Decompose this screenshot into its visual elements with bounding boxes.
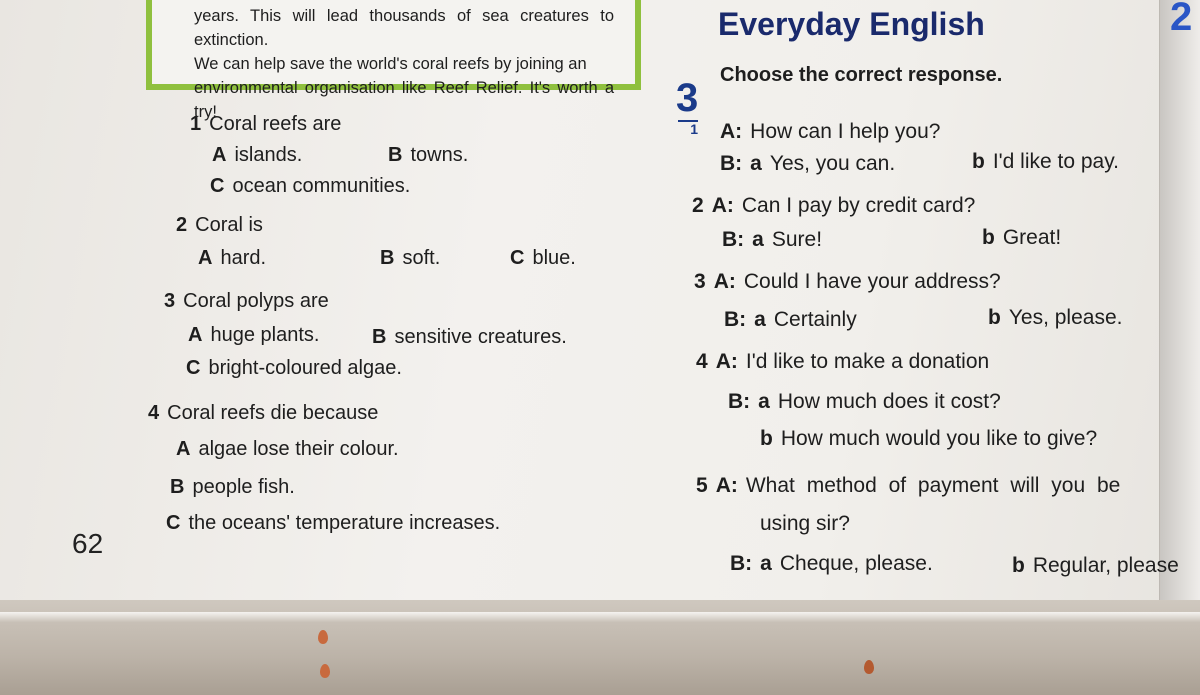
quiz-option: [380, 247, 440, 270]
option-letter: A: [212, 144, 227, 166]
quiz-question: [148, 402, 378, 425]
right-page-edge: [1159, 0, 1200, 620]
question-text: Could I have your address?: [743, 270, 1001, 293]
question-stem: Coral polyps are: [183, 290, 329, 312]
quiz-option: [210, 175, 410, 198]
question-stem: Coral reefs are: [209, 113, 342, 135]
dialogue-question: [696, 350, 989, 374]
question-text: How can I help you?: [750, 120, 941, 143]
speaker-label: A:: [715, 350, 738, 373]
dialogue-answers: [724, 308, 857, 332]
question-stem: Coral is: [195, 214, 263, 236]
question-number: 3: [164, 290, 176, 312]
option-text: Yes, please.: [1008, 306, 1123, 329]
speaker-label: A:: [713, 270, 736, 293]
option-letter: a: [750, 152, 762, 175]
option-letter: b: [982, 226, 995, 249]
quiz-option: [198, 247, 266, 270]
option-text: sensitive creatures.: [394, 326, 567, 348]
speaker-label: B:: [728, 390, 751, 413]
decoration-dot: [864, 660, 874, 674]
decoration-dot: [320, 664, 330, 678]
reading-text: [194, 4, 614, 124]
option-letter: A: [198, 247, 213, 269]
dialogue-answers: [728, 390, 1001, 414]
reading-line: years. This will lead thousands of sea creatures to extinction.: [194, 7, 614, 49]
dialogue-answers: [720, 152, 895, 176]
dialogue-answer-b: [760, 427, 1097, 451]
option-letter: b: [760, 427, 773, 450]
option-text: How much does it cost?: [777, 390, 1001, 413]
option-text: Great!: [1002, 226, 1062, 249]
question-number: 4: [148, 402, 160, 424]
reading-line: environmental organisation like Reef Relief. It's worth a try!: [194, 79, 614, 121]
question-number: 2: [176, 214, 188, 236]
option-letter: A: [176, 438, 191, 460]
section-title: Everyday English: [718, 6, 985, 42]
dialogue-answer-b: [972, 150, 1119, 174]
option-letter: b: [988, 306, 1001, 329]
option-text: How much would you like to give?: [780, 427, 1098, 450]
page-number: 62: [72, 528, 104, 559]
exercise-instruction: Choose the correct response.: [720, 64, 1003, 86]
dialogue-answer-b: [1012, 554, 1179, 578]
dialogue-answers: [730, 552, 933, 576]
dialogue-question: [692, 194, 975, 218]
speaker-label: A:: [720, 120, 743, 143]
option-text: the oceans' temperature increases.: [188, 512, 501, 534]
option-text: Cheque, please.: [779, 552, 933, 575]
decoration-dot: [318, 630, 328, 644]
speaker-label: A:: [715, 474, 738, 497]
quiz-option: [372, 326, 567, 349]
question-text: Can I pay by credit card?: [741, 194, 976, 217]
option-letter: a: [758, 390, 770, 413]
speaker-label: B:: [722, 228, 745, 251]
dialogue-question: [696, 474, 1120, 498]
quiz-option: [212, 144, 302, 167]
dialogue-question: [720, 120, 940, 144]
question-stem: Coral reefs die because: [167, 402, 379, 424]
dialogue-answers: [722, 228, 822, 252]
quiz-option: [388, 144, 468, 167]
option-letter: C: [186, 357, 201, 379]
option-text: islands.: [234, 144, 303, 166]
quiz-option: [510, 247, 576, 270]
option-letter: A: [188, 324, 203, 346]
dialogue-question-continued: using sir?: [760, 512, 850, 535]
option-letter: B: [380, 247, 395, 269]
option-text: Regular, please: [1032, 554, 1179, 577]
item-number: 4: [696, 350, 708, 373]
item-number: 3: [694, 270, 706, 293]
option-letter: B: [388, 144, 403, 166]
dialogue-answer-b: [988, 306, 1122, 330]
option-text: people fish.: [192, 476, 295, 498]
exercise-sub-number: 1: [678, 120, 698, 136]
option-text: Certainly: [773, 308, 857, 331]
quiz-option: [166, 512, 500, 535]
option-letter: B: [372, 326, 387, 348]
option-letter: C: [210, 175, 225, 197]
dialogue-answer-b: [982, 226, 1061, 250]
quiz-option: [170, 476, 295, 499]
option-letter: B: [170, 476, 185, 498]
option-text: Yes, you can.: [769, 152, 896, 175]
option-text: I'd like to pay.: [992, 150, 1120, 173]
reading-line: We can help save the world's coral reefs by joining an: [194, 55, 587, 73]
option-letter: a: [754, 308, 766, 331]
option-text: soft.: [402, 247, 441, 269]
quiz-option: [176, 438, 399, 461]
item-number: 5: [696, 474, 708, 497]
option-letter: b: [1012, 554, 1025, 577]
corner-number: 2: [1170, 0, 1193, 39]
option-text: huge plants.: [210, 324, 320, 346]
quiz-question: [164, 290, 329, 313]
dialogue-question: [694, 270, 1001, 294]
exercise-number: 3: [676, 76, 699, 120]
quiz-option: [186, 357, 402, 380]
speaker-label: A:: [711, 194, 734, 217]
option-text: hard.: [220, 247, 267, 269]
question-number: 1: [190, 113, 202, 135]
option-text: bright-coloured algae.: [208, 357, 402, 379]
option-text: algae lose their colour.: [198, 438, 399, 460]
option-letter: b: [972, 150, 985, 173]
option-text: towns.: [410, 144, 469, 166]
question-text: I'd like to make a donation: [745, 350, 990, 373]
option-letter: C: [166, 512, 181, 534]
quiz-question: [176, 214, 263, 237]
quiz-option: [188, 324, 319, 347]
option-letter: a: [752, 228, 764, 251]
option-letter: a: [760, 552, 772, 575]
option-text: Sure!: [771, 228, 823, 251]
question-text: What method of payment will you be: [745, 474, 1121, 497]
speaker-label: B:: [724, 308, 747, 331]
quiz-question: [190, 113, 341, 136]
page-bottom-edge: [0, 612, 1200, 622]
option-text: ocean communities.: [232, 175, 411, 197]
speaker-label: B:: [730, 552, 753, 575]
item-number: 2: [692, 194, 704, 217]
speaker-label: B:: [720, 152, 743, 175]
option-text: blue.: [532, 247, 576, 269]
option-letter: C: [510, 247, 525, 269]
